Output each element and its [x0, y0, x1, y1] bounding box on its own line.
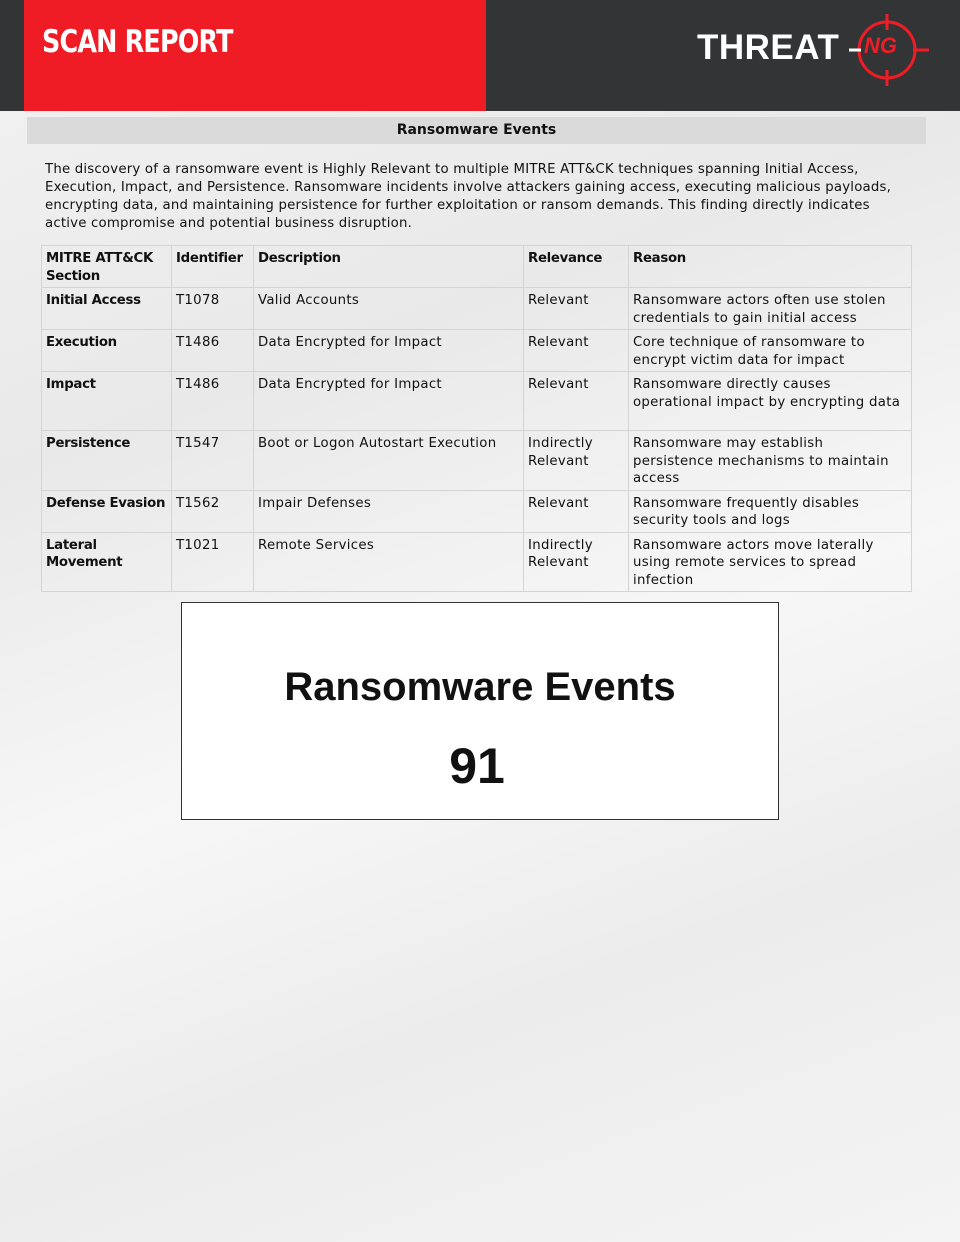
- cell-reason: Ransomware frequently disables security tools and logs: [629, 490, 912, 532]
- cell-identifier: T1021: [172, 532, 254, 592]
- cell-description: Data Encrypted for Impact: [254, 372, 524, 431]
- section-title: Ransomware Events: [27, 117, 926, 144]
- col-header-section: MITRE ATT&CK Section: [42, 246, 172, 288]
- col-header-identifier: Identifier: [172, 246, 254, 288]
- table-row: [42, 288, 912, 330]
- cell-relevance: Relevant: [524, 330, 629, 372]
- cell-section: Lateral Movement: [42, 532, 172, 592]
- mitre-table: [41, 245, 912, 592]
- summary-label: Ransomware Events: [284, 665, 676, 709]
- cell-relevance: Relevant: [524, 490, 629, 532]
- col-header-description: Description: [254, 246, 524, 288]
- cell-identifier: T1562: [172, 490, 254, 532]
- table-row: [42, 372, 912, 431]
- cell-section: Defense Evasion: [42, 490, 172, 532]
- logo-suffix: NG: [864, 33, 897, 58]
- cell-description: Boot or Logon Autostart Execution: [254, 431, 524, 491]
- col-header-relevance: Relevance: [524, 246, 629, 288]
- cell-description: Impair Defenses: [254, 490, 524, 532]
- report-header: [0, 0, 960, 111]
- cell-section: Impact: [42, 372, 172, 431]
- cell-relevance: Relevant: [524, 288, 629, 330]
- cell-relevance: Indirectly Relevant: [524, 532, 629, 592]
- table-row: [42, 431, 912, 491]
- table-row: [42, 330, 912, 372]
- col-header-reason: Reason: [629, 246, 912, 288]
- cell-identifier: T1547: [172, 431, 254, 491]
- cell-section: Execution: [42, 330, 172, 372]
- cell-identifier: T1486: [172, 330, 254, 372]
- cell-section: Persistence: [42, 431, 172, 491]
- cell-identifier: T1078: [172, 288, 254, 330]
- cell-relevance: Relevant: [524, 372, 629, 431]
- cell-description: Remote Services: [254, 532, 524, 592]
- summary-count: 91: [449, 738, 505, 794]
- cell-description: Data Encrypted for Impact: [254, 330, 524, 372]
- summary-box: [181, 602, 779, 820]
- cell-relevance: Indirectly Relevant: [524, 431, 629, 491]
- cell-reason: Ransomware actors move laterally using remote services to spread infection: [629, 532, 912, 592]
- cell-reason: Ransomware may establish persistence mechanisms to maintain access: [629, 431, 912, 491]
- table-row: [42, 532, 912, 592]
- table-header-row: [42, 246, 912, 288]
- cell-reason: Ransomware directly causes operational impact by encrypting data: [629, 372, 912, 431]
- cell-section: Initial Access: [42, 288, 172, 330]
- cell-description: Valid Accounts: [254, 288, 524, 330]
- table-row: [42, 490, 912, 532]
- logo-text: THREAT: [697, 28, 840, 67]
- cell-reason: Ransomware actors often use stolen credentials to gain initial access: [629, 288, 912, 330]
- cell-identifier: T1486: [172, 372, 254, 431]
- cell-reason: Core technique of ransomware to encrypt victim data for impact: [629, 330, 912, 372]
- report-title: SCAN REPORT: [42, 24, 233, 60]
- intro-paragraph: The discovery of a ransomware event is Highly Relevant to multiple MITRE ATT&CK techniques spanning Initial Access, Execution, Impact, and Persistence. Ransomware incidents involve attackers gaining access, executing malicious payloads, encrypting data, and maintaining persistence for further exploitation or ransom demands. This finding directly indicates active compromise and potential business disruption.: [45, 162, 892, 231]
- threatng-logo: [697, 20, 932, 80]
